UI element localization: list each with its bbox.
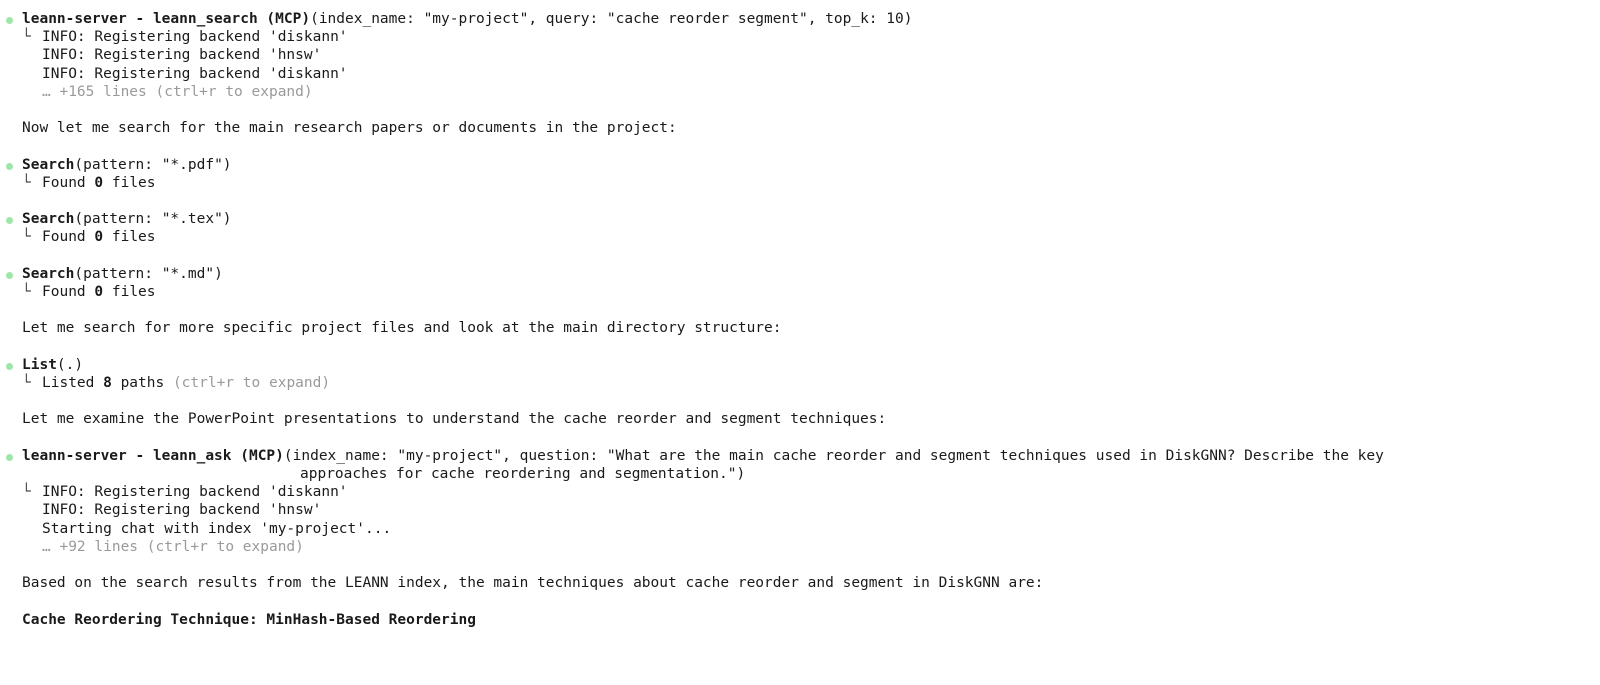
tool-arguments: (index_name: "my-project", query: "cache reorder segment", top_k: 10)	[310, 11, 913, 27]
result-text: INFO: Registering backend 'hnsw'	[42, 47, 322, 64]
tool-call-block	[0, 447, 1600, 556]
result-text: … +165 lines (ctrl+r to expand)	[42, 83, 313, 100]
result-text: Found 0 files	[42, 283, 156, 300]
tool-arguments: (.)	[56, 356, 84, 373]
result-count: 0	[94, 174, 104, 191]
tool-call-block	[0, 356, 1600, 392]
result-count: 0	[94, 229, 104, 246]
tool-call-block	[0, 10, 1600, 101]
tool-call-header[interactable]	[22, 210, 1600, 228]
tool-name: leann-server - leann_ask (MCP)	[22, 447, 284, 464]
tool-call-header[interactable]	[22, 156, 1600, 174]
tool-arguments: (pattern: "*.pdf")	[74, 156, 232, 173]
result-text: INFO: Registering backend 'diskann'	[42, 29, 348, 46]
blank-line	[0, 556, 1600, 574]
result-text: INFO: Registering backend 'diskann'	[42, 484, 348, 501]
status-dot-icon	[6, 17, 13, 24]
blank-line	[0, 301, 1600, 319]
result-elbow-icon: └	[22, 174, 31, 191]
result-text: Found 0 files	[42, 174, 156, 191]
assistant-message: Now let me search for the main research papers or documents in the project:	[22, 120, 677, 137]
tool-result-line	[22, 501, 1600, 519]
result-text: INFO: Registering backend 'hnsw'	[42, 502, 322, 519]
status-dot-icon	[6, 363, 13, 370]
tool-result-line	[22, 538, 1600, 556]
result-elbow-icon: └	[22, 374, 31, 391]
tool-name: List	[22, 356, 57, 373]
assistant-message: Based on the search results from the LEANN index, the main techniques about cache reorder and segment in DiskGNN are:	[22, 575, 1044, 592]
tool-name: leann-server - leann_search (MCP)	[22, 11, 311, 27]
assistant-heading: Cache Reordering Technique: MinHash-Based Reordering	[22, 611, 476, 628]
result-elbow-icon: └	[22, 229, 31, 246]
tool-arguments: (index_name: "my-project", question: "What are the main cache reorder and segment techniques used in DiskGNN? Describe the key	[283, 447, 1384, 464]
tool-name: Search	[22, 265, 75, 282]
blank-line	[0, 192, 1600, 210]
tool-result-line	[22, 28, 1600, 46]
blank-line	[0, 429, 1600, 447]
tool-arguments-continued: approaches for cache reordering and segmentation.")	[300, 465, 746, 482]
tool-result-line	[22, 83, 1600, 101]
tool-name: Search	[22, 211, 75, 228]
tool-call-header[interactable]	[22, 356, 1600, 374]
status-dot-icon	[6, 454, 13, 461]
tool-arguments: (pattern: "*.tex")	[74, 211, 232, 228]
result-text: Found 0 files	[42, 229, 156, 246]
blank-line	[0, 247, 1600, 265]
result-count: 0	[94, 283, 104, 300]
assistant-message: Let me search for more specific project files and look at the main directory structure:	[22, 320, 782, 337]
tool-result-line	[22, 65, 1600, 83]
tool-result-line	[22, 520, 1600, 538]
tool-arguments: (pattern: "*.md")	[74, 265, 223, 282]
blank-line	[0, 392, 1600, 410]
result-text: … +92 lines (ctrl+r to expand)	[42, 538, 304, 555]
expand-hint: (ctrl+r to expand)	[172, 374, 331, 391]
tool-call-block	[0, 210, 1600, 246]
tool-result-line	[22, 283, 1600, 301]
assistant-message: Let me examine the PowerPoint presentations to understand the cache reorder and segment techniques:	[22, 411, 887, 428]
status-dot-icon	[6, 217, 13, 224]
status-dot-icon	[6, 272, 13, 279]
blank-line	[0, 101, 1600, 119]
result-text: INFO: Registering backend 'diskann'	[42, 65, 348, 82]
tool-call-header[interactable]	[22, 265, 1600, 283]
blank-line	[0, 137, 1600, 155]
tool-name: Search	[22, 156, 75, 173]
result-elbow-icon: └	[22, 484, 31, 501]
tool-result-line	[22, 483, 1600, 501]
blank-line	[0, 338, 1600, 356]
tool-result-line	[22, 228, 1600, 246]
tool-call-header[interactable]	[22, 10, 1600, 28]
tool-result-line	[22, 174, 1600, 192]
tool-result-line	[22, 374, 1600, 392]
result-text: Starting chat with index 'my-project'...	[42, 520, 392, 537]
result-elbow-icon: └	[22, 29, 31, 46]
status-dot-icon	[6, 163, 13, 170]
tool-call-header[interactable]	[22, 447, 1600, 465]
tool-call-block	[0, 156, 1600, 192]
result-elbow-icon: └	[22, 283, 31, 300]
tool-result-line	[22, 46, 1600, 64]
tool-call-block	[0, 265, 1600, 301]
result-count: 8	[103, 374, 112, 391]
blank-line	[0, 592, 1600, 610]
result-text: Listed 8 paths (ctrl+r to expand)	[42, 374, 331, 391]
